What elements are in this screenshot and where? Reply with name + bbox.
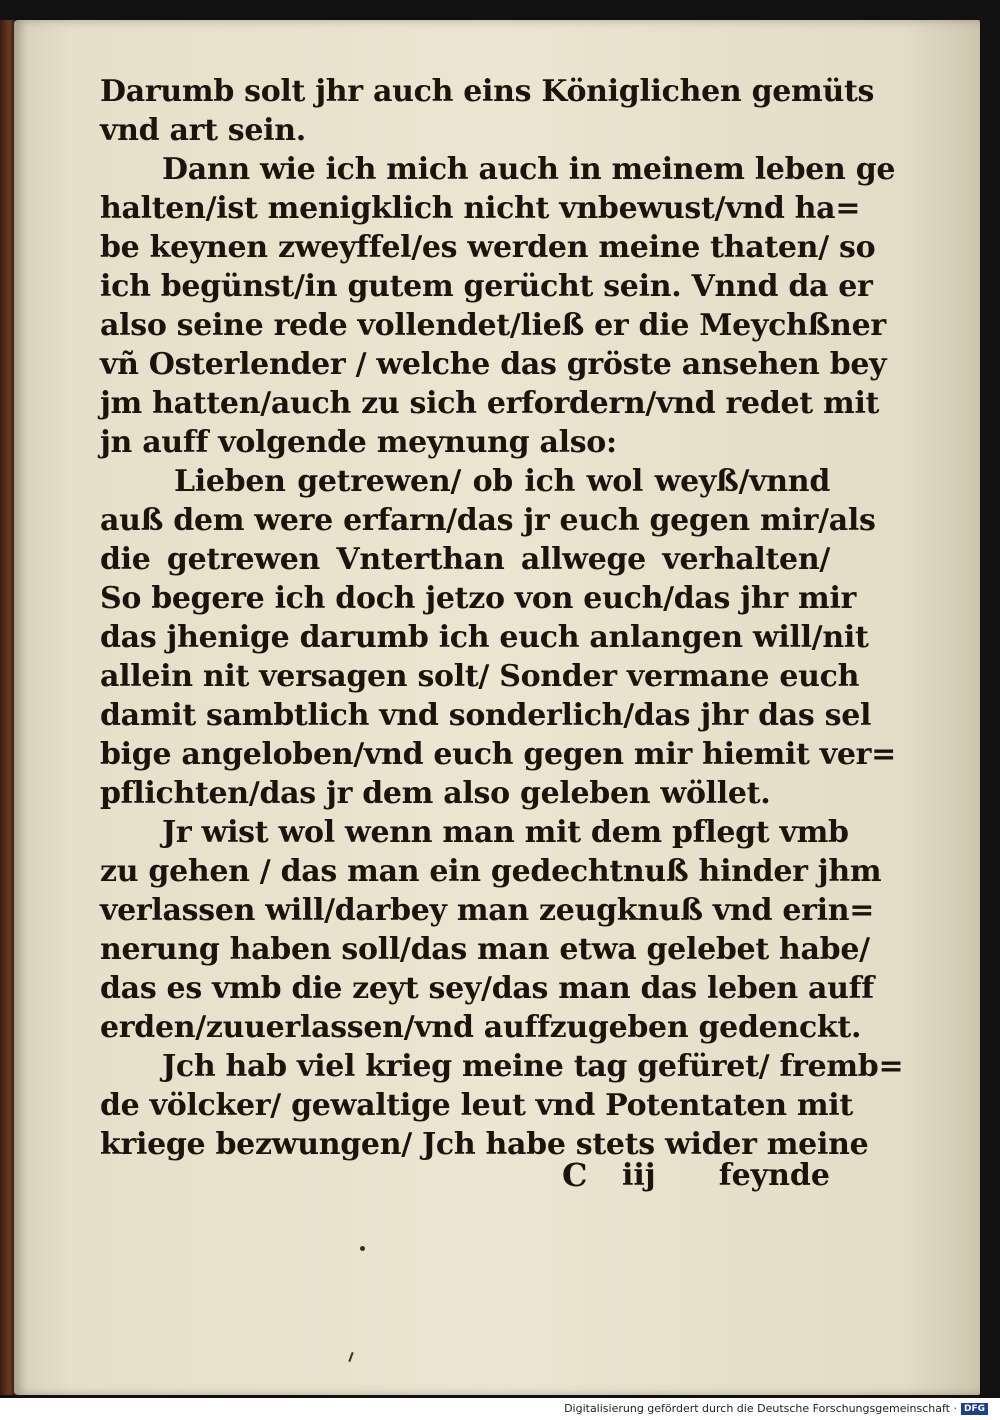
dfg-logo: DFG xyxy=(961,1403,988,1415)
text-line: Darumb solt jhr auch eins Königlichen gemüts xyxy=(100,74,875,109)
text-line: Jr wist wol wenn man mit dem pflegt vmb xyxy=(162,815,849,850)
text-line: also seine rede vollendet/ließ er die Meychßner xyxy=(100,308,886,343)
text-line: vñ Osterlender / welche das gröste ansehen bey xyxy=(100,347,887,382)
text-line: allein nit versagen solt/ Sonder vermane euch xyxy=(100,659,860,694)
signature-mark: C xyxy=(562,1156,588,1194)
signature-number: iij xyxy=(622,1158,656,1193)
catchword: feynde xyxy=(718,1158,830,1193)
text-line: verlassen will/darbey man zeugknuß vnd erin= xyxy=(100,893,875,928)
text-line: jn auff volgende meynung also: xyxy=(100,425,617,460)
digitization-footer xyxy=(564,1402,988,1415)
text-line: kriege bezwungen/ Jch habe stets wider meine xyxy=(100,1127,869,1162)
page-foot-line xyxy=(100,1156,830,1196)
text-line: Lieben getrewen/ ob ich wol weyß/vnnd xyxy=(174,464,830,499)
text-line: pflichten/das jr dem also geleben wöllet. xyxy=(100,776,771,811)
text-line: de völcker/ gewaltige leut vnd Potentaten mit xyxy=(100,1088,853,1123)
text-line: das jhenige darumb ich euch anlangen will/nit xyxy=(100,620,869,655)
text-line: So begere ich doch jetzo von euch/das jhr mir xyxy=(100,581,857,616)
text-line: nerung haben soll/das man etwa gelebet habe/ xyxy=(100,932,870,967)
text-line: halten/ist menigklich nicht vnbewust/vnd ha= xyxy=(100,191,861,226)
text-line: erden/zuuerlassen/vnd auffzugeben gedenckt. xyxy=(100,1010,862,1045)
text-line: das es vmb die zeyt sey/das man das leben auff xyxy=(100,971,874,1006)
footer-text: Digitalisierung gefördert durch die Deutsche Forschungsgemeinschaft · xyxy=(564,1402,957,1415)
text-line: vnd art sein. xyxy=(100,113,306,148)
text-line: auß dem were erfarn/das jr euch gegen mir/als xyxy=(100,503,876,538)
text-line: Dann wie ich mich auch in meinem leben ge xyxy=(162,152,896,187)
text-line: Jch hab viel krieg meine tag gefüret/ fremb= xyxy=(162,1049,904,1084)
text-line: bige angeloben/vnd euch gegen mir hiemit ver= xyxy=(100,737,896,772)
text-line: zu gehen / das man ein gedechtnuß hinder jhm xyxy=(100,854,882,889)
text-line: jm hatten/auch zu sich erfordern/vnd redet mit xyxy=(100,386,880,421)
ink-dot xyxy=(360,1246,365,1251)
text-line: damit sambtlich vnd sonderlich/das jhr das sel xyxy=(100,698,872,733)
text-line: ich begünst/in gutem gerücht sein. Vnnd da er xyxy=(100,269,873,304)
text-line: die getrewen Vnterthan allwege verhalten/ xyxy=(100,542,830,577)
body-text xyxy=(100,72,904,1164)
text-line: be keynen zweyffel/es werden meine thaten/ so xyxy=(100,230,876,265)
